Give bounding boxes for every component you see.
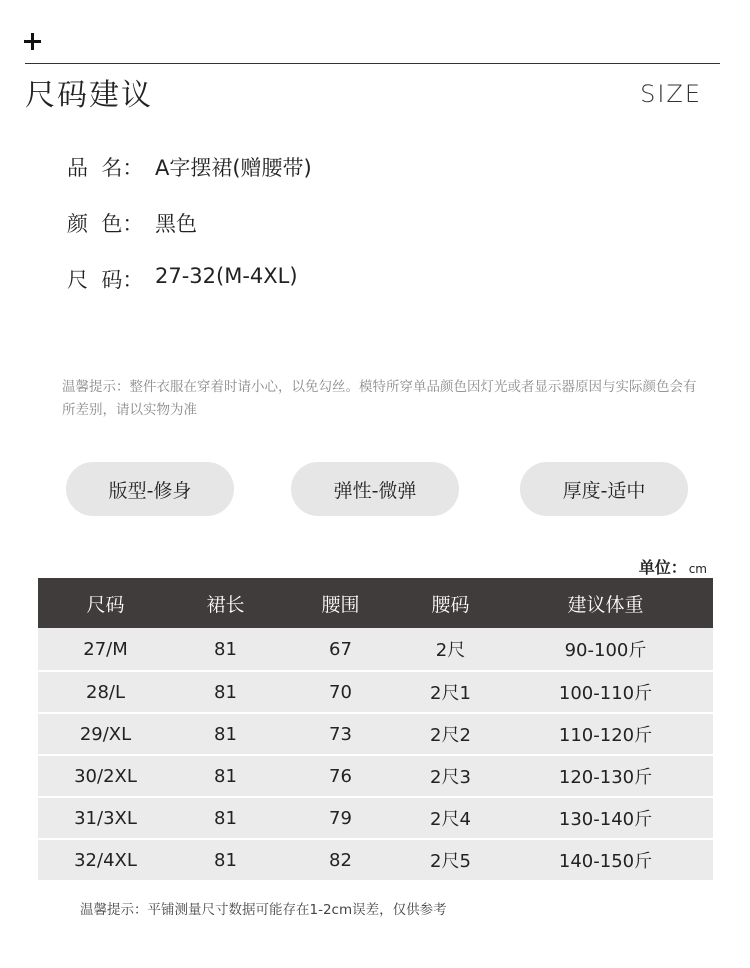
table-cell: 90-100斤 [498, 628, 713, 670]
table-cell: 100-110斤 [498, 670, 713, 712]
product-size-value: 27-32(M-4XL) [155, 264, 298, 288]
product-color-value: 黑色 [155, 212, 197, 236]
table-header-row [38, 578, 713, 628]
table-cell: 32/4XL [38, 838, 173, 880]
product-size-row [67, 264, 312, 320]
table-header-cell: 腰码 [403, 578, 498, 628]
table-row [38, 796, 713, 838]
product-name-label: 品 名： [67, 156, 144, 180]
table-row [38, 628, 713, 670]
table-cell: 79 [278, 796, 403, 838]
table-cell: 81 [173, 754, 278, 796]
product-info [67, 152, 312, 320]
table-header-cell: 尺码 [38, 578, 173, 628]
table-cell: 81 [173, 838, 278, 880]
attribute-elasticity-badge: 弹性-微弹 [291, 462, 459, 516]
table-cell: 130-140斤 [498, 796, 713, 838]
product-color-label: 颜 色： [67, 212, 144, 236]
table-cell: 81 [173, 712, 278, 754]
table-cell: 73 [278, 712, 403, 754]
table-row [38, 754, 713, 796]
product-color-row [67, 208, 312, 264]
table-cell: 2尺1 [403, 670, 498, 712]
table-cell: 28/L [38, 670, 173, 712]
product-name-row [67, 152, 312, 208]
table-cell: 2尺2 [403, 712, 498, 754]
table-cell: 2尺5 [403, 838, 498, 880]
table-cell: 82 [278, 838, 403, 880]
attribute-thickness-badge: 厚度-适中 [520, 462, 688, 516]
table-cell: 76 [278, 754, 403, 796]
table-cell: 140-150斤 [498, 838, 713, 880]
product-size-label: 尺 码： [67, 268, 144, 292]
size-table [38, 578, 713, 880]
table-row [38, 712, 713, 754]
table-cell: 67 [278, 628, 403, 670]
product-name-value: A字摆裙(赠腰带) [155, 156, 312, 180]
table-cell: 29/XL [38, 712, 173, 754]
table-header-cell: 建议体重 [498, 578, 713, 628]
table-cell: 2尺4 [403, 796, 498, 838]
unit-note [639, 555, 707, 578]
table-cell: 30/2XL [38, 754, 173, 796]
table-cell: 70 [278, 670, 403, 712]
table-header-cell: 腰围 [278, 578, 403, 628]
table-cell: 81 [173, 796, 278, 838]
table-row [38, 838, 713, 880]
table-row [38, 670, 713, 712]
section-title: 尺码建议 [25, 78, 153, 113]
table-cell: 120-130斤 [498, 754, 713, 796]
table-cell: 31/3XL [38, 796, 173, 838]
section-tag: SIZE [640, 80, 702, 108]
top-divider [25, 63, 720, 64]
table-cell: 2尺 [403, 628, 498, 670]
table-cell: 27/M [38, 628, 173, 670]
table-header-cell: 裙长 [173, 578, 278, 628]
table-cell: 81 [173, 628, 278, 670]
attribute-fit-badge: 版型-修身 [66, 462, 234, 516]
table-cell: 110-120斤 [498, 712, 713, 754]
table-cell: 81 [173, 670, 278, 712]
plus-icon [24, 33, 42, 51]
unit-label: 单位： [638, 558, 687, 577]
care-tip: 温馨提示：整件衣服在穿着时请小心，以免勾丝。模特所穿单品颜色因灯光或者显示器原因与实际颜色会有所差别，请以实物为准 [62, 379, 697, 418]
table-cell: 2尺3 [403, 754, 498, 796]
unit-value: cm [688, 562, 707, 576]
measurement-tip: 温馨提示：平铺测量尺寸数据可能存在1-2cm误差，仅供参考 [80, 902, 447, 918]
